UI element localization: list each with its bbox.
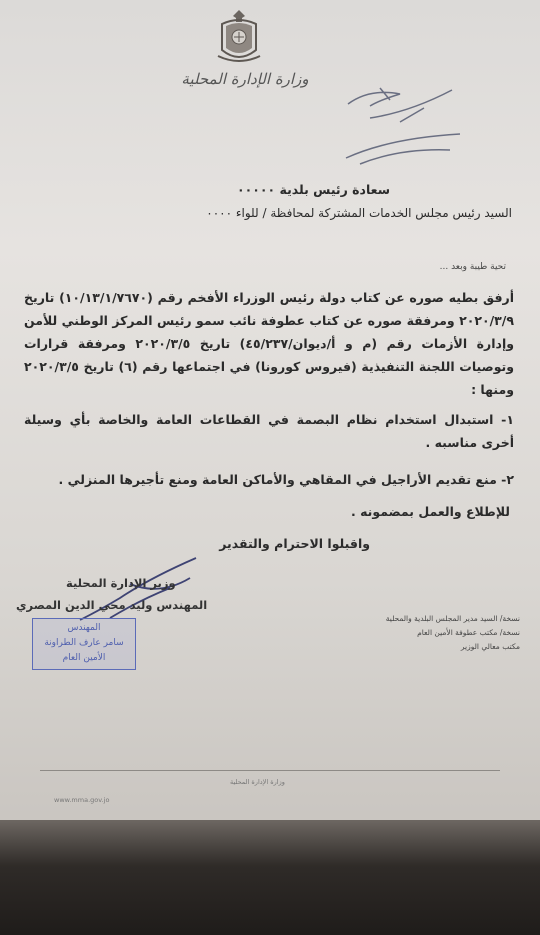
footer-divider <box>40 770 500 771</box>
handwritten-annotation <box>340 78 470 170</box>
body-item-1: ١- استبدال استخدام نظام البصمة في القطاعات العامة والخاصة بأي وسيلة أخرى مناسبه . <box>24 412 514 450</box>
official-stamp <box>32 618 136 670</box>
cc-line-1: نسخة/ السيد مدير المجلس البلدية والمحلية <box>385 614 520 623</box>
cc-line-2: نسخة/ مكتب عطوفة الأمين العام <box>417 628 520 637</box>
stamp-line-2: سامر عارف الطراونة <box>44 638 124 648</box>
signatory-name: المهندس وليد محي الدين المصري <box>16 598 208 612</box>
signatory-title: وزير الإدارة المحلية <box>66 576 176 590</box>
ministry-name: وزارة الإدارة المحلية <box>181 70 309 88</box>
closing-regards: واقبلوا الاحترام والتقدير <box>219 536 370 551</box>
recipient-line-1: سعادة رئيس بلدية ٠٠٠٠٠ <box>237 182 390 197</box>
background-surface <box>0 820 540 935</box>
recipient-line-2: السيد رئيس مجلس الخدمات المشتركة لمحافظة / للواء ٠٠٠٠ <box>206 206 512 220</box>
body-paragraph-1: أرفق بطيه صوره عن كتاب دولة رئيس الوزراء الأفخم رقم (١٠/١٣/١/٧٦٧٠) تاريخ ٢٠٢٠/٣/٩ ومرفقة صوره عن كتاب عطوفة نائب سمو رئيس المركز الوطني للأمن وإدارة الأزمات رقم (م و أ/ديوان/٤٥/٢٣٧) تاريخ ٢٠٢٠/٣/٥ ومرفقة قرارات وتوصيات اللجنة التنفيذية (فيروس كورونا) في اجتماعها رقم (٦) تاريخ ٢٠٢٠/٣/٥ ومنها : <box>24 290 515 397</box>
body-item-2: ٢- منع تقديم الأراجيل في المقاهي والأماكن العامة ومنع تأجيرها المنزلي . <box>58 472 514 487</box>
stamp-line-3: الأمين العام <box>62 653 106 663</box>
footer-website: www.mma.gov.jo <box>54 796 110 804</box>
footer-ministry: وزارة الإدارة المحلية <box>230 778 285 786</box>
coat-of-arms-icon <box>214 6 264 68</box>
cc-line-3: مكتب معالي الوزير <box>460 642 520 651</box>
greeting: تحية طيبة وبعد ... <box>439 262 506 272</box>
stamp-line-1: المهندس <box>67 623 101 633</box>
closing-line: للإطلاع والعمل بمضمونه . <box>350 504 510 519</box>
